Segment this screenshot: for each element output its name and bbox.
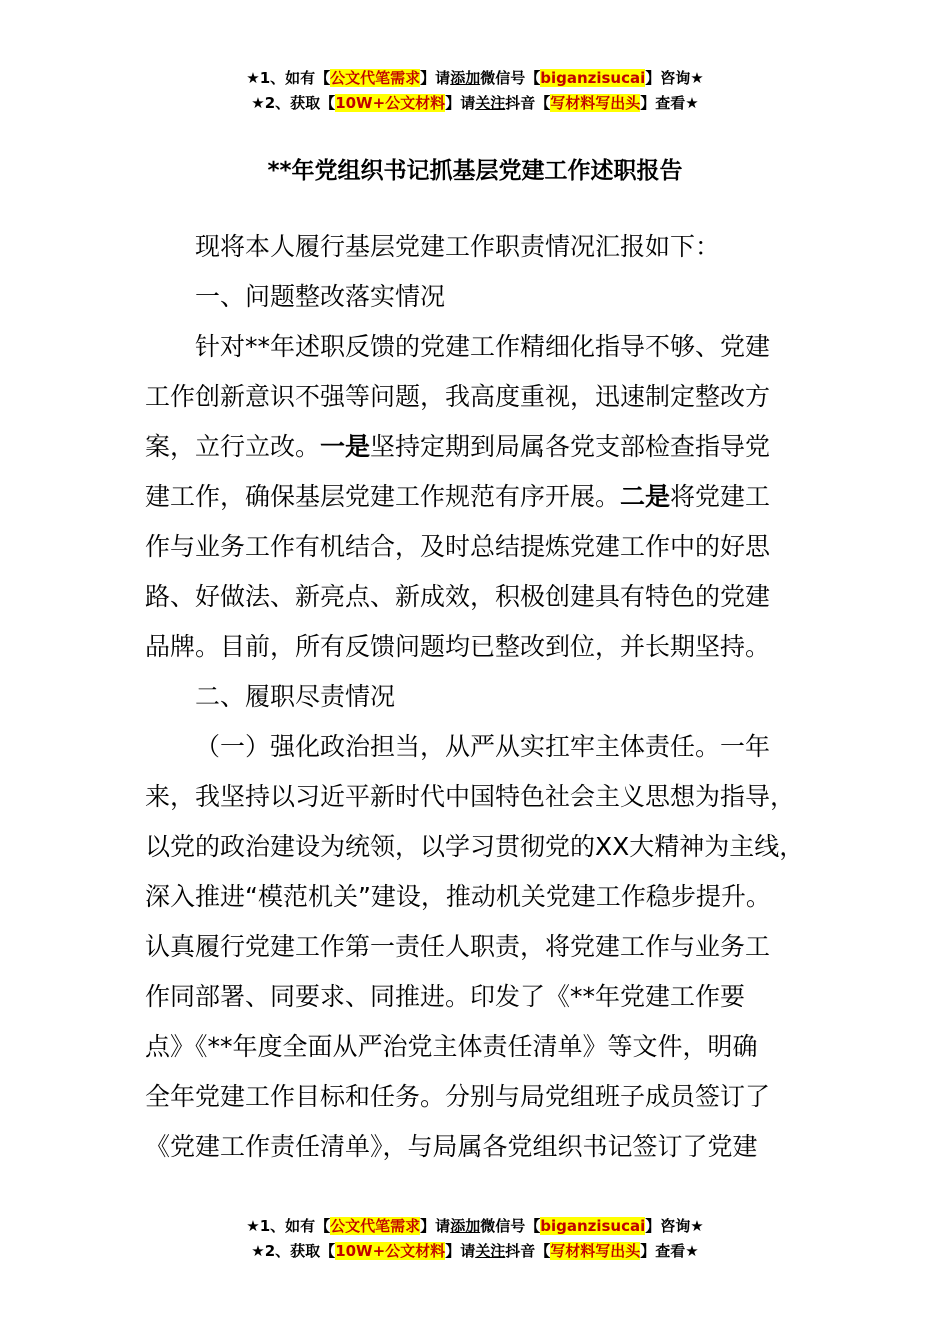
promo-text: 】咨询★ <box>645 69 704 87</box>
promo-underline: 关注 <box>475 94 506 112</box>
subsection-heading: （一）强化政治担当，从严从实扛牢主体责任。一年 <box>195 732 771 761</box>
promo-highlight: 10W+公文材料 <box>335 1242 446 1260</box>
promo-text: 】查看★ <box>640 1242 699 1260</box>
top-promo-banner <box>0 66 950 116</box>
promo-line-2 <box>0 1239 950 1264</box>
bold-marker: 二是 <box>620 482 671 511</box>
body-line: 认真履行党建工作第一责任人职责，将党建工作与业务工 <box>145 932 771 961</box>
promo-line-1 <box>0 66 950 91</box>
promo-text: 】请 <box>445 1242 476 1260</box>
promo-highlight: 写材料写出头 <box>550 94 641 112</box>
body-line <box>145 472 825 522</box>
body-line: 工作创新意识不强等问题，我高度重视，迅速制定整改方 <box>145 382 771 411</box>
promo-text: ★2、获取【 <box>251 1242 336 1260</box>
body-line: 全年党建工作目标和任务。分别与局党组班子成员签订了 <box>145 1082 771 1111</box>
promo-text: ★2、获取【 <box>251 94 336 112</box>
promo-text: 】咨询★ <box>645 1217 704 1235</box>
section-heading-1: 一、问题整改落实情况 <box>195 282 446 311</box>
body-text: 案，立行立改。 <box>145 432 321 461</box>
promo-highlight: 写材料写出头 <box>550 1242 641 1260</box>
body-line: 品牌。目前，所有反馈问题均已整改到位，并长期坚持。 <box>145 632 771 661</box>
promo-text: 抖音【 <box>505 1242 551 1260</box>
section-heading-2: 二、履职尽责情况 <box>195 682 396 711</box>
promo-underline: 添加 <box>450 69 481 87</box>
body-line: 来，我坚持以习近平新时代中国特色社会主义思想为指导， <box>145 782 796 811</box>
body-line <box>145 422 825 472</box>
promo-text: 】请 <box>420 1217 451 1235</box>
bold-marker: 一是 <box>320 432 371 461</box>
document-title: **年党组织书记抓基层党建工作述职报告 <box>267 158 683 184</box>
promo-text: 】请 <box>420 69 451 87</box>
promo-highlight: 公文代笔需求 <box>330 69 421 87</box>
promo-highlight: biganzisucai <box>540 69 646 87</box>
promo-underline: 关注 <box>475 1242 506 1260</box>
body-line: 《党建工作责任清单》，与局属各党组织书记签订了党建 <box>145 1132 758 1161</box>
body-text: 坚持定期到局属各党支部检查指导党 <box>370 432 771 461</box>
body-line: 现将本人履行基层党建工作职责情况汇报如下： <box>195 232 721 261</box>
bottom-promo-banner <box>0 1214 950 1264</box>
promo-highlight: biganzisucai <box>540 1217 646 1235</box>
promo-text: 】请 <box>445 94 476 112</box>
promo-text: 】查看★ <box>640 94 699 112</box>
body-line: 路、好做法、新亮点、新成效，积极创建具有特色的党建 <box>145 582 771 611</box>
body-line: 深入推进“模范机关”建设，推动机关党建工作稳步提升。 <box>145 882 771 911</box>
promo-line-1 <box>0 1214 950 1239</box>
promo-text: ★1、如有【 <box>246 1217 331 1235</box>
body-line: 点》《**年度全面从严治党主体责任清单》等文件，明确 <box>145 1032 758 1061</box>
promo-highlight: 10W+公文材料 <box>335 94 446 112</box>
body-line: 作与业务工作有机结合，及时总结提炼党建工作中的好思 <box>145 532 771 561</box>
promo-text: 微信号【 <box>480 1217 541 1235</box>
body-line: 作同部署、同要求、同推进。印发了《**年党建工作要 <box>145 982 746 1011</box>
body-line: 以党的政治建设为统领，以学习贯彻党的XX大精神为主线， <box>145 832 805 861</box>
promo-text: 抖音【 <box>505 94 551 112</box>
promo-line-2 <box>0 91 950 116</box>
promo-underline: 添加 <box>450 1217 481 1235</box>
body-text: 将党建工 <box>670 482 771 511</box>
promo-text: 微信号【 <box>480 69 541 87</box>
promo-text: ★1、如有【 <box>246 69 331 87</box>
document-body <box>145 222 825 1172</box>
promo-highlight: 公文代笔需求 <box>330 1217 421 1235</box>
body-line: 针对**年述职反馈的党建工作精细化指导不够、党建 <box>195 332 771 361</box>
body-text: 建工作，确保基层党建工作规范有序开展。 <box>145 482 621 511</box>
